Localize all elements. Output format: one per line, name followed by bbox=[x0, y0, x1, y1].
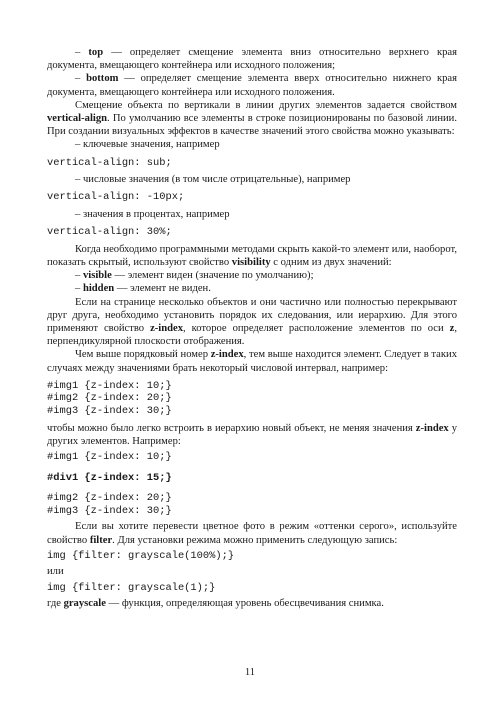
code-line: #img2 {z-index: 20;} bbox=[47, 492, 172, 505]
list-item-visible: – visible — элемент виден (значение по умолчанию); bbox=[75, 270, 314, 282]
term-vertical-align: vertical-align bbox=[47, 113, 108, 125]
paragraph-filter: Если вы хотите перевести цветное фото в режим «оттенки серого», используйте свойство filter. Для установки режима можно применить следующую запись: bbox=[47, 521, 457, 546]
page-number: 11 bbox=[244, 667, 256, 678]
code-line-img1: #img1 {z-index: 10;} bbox=[47, 451, 172, 464]
code-line: #img3 {z-index: 30;} bbox=[47, 504, 172, 517]
term-grayscale: grayscale bbox=[63, 598, 106, 610]
code-block-z-index bbox=[47, 380, 457, 418]
code-block-img2-img3 bbox=[47, 492, 457, 517]
list-item-hidden: – hidden — элемент не виден. bbox=[75, 283, 211, 295]
code-filter-number: img {filter: grayscale(1);} bbox=[47, 581, 216, 594]
paragraph-z-index: Если на странице несколько объектов и они частично или полностью перекрывают друг друга, необходимо установить порядок их следования, или иерархию. Для этого применяют свойство z-index, которое определяет расположение элементов по оси z, перпендикулярной плоскости отображения. bbox=[47, 296, 457, 348]
paragraph-vertical-align: Смещение объекта по вертикали в линии других элементов задается свойством vertical-align. По умолчанию все элементы в строке позиционированы по базовой линии. При создании визуальных эффектов в качестве значений этого свойства можно указывать: bbox=[47, 99, 457, 138]
list-item-keywords: – ключевые значения, например bbox=[75, 139, 220, 151]
code-filter-percent: img {filter: grayscale(100%);} bbox=[47, 549, 235, 562]
term-top: top bbox=[88, 47, 104, 58]
list-item-bottom: – bottom — определяет смещение элемента вверх относительно нижнего края документа, вмещающего контейнера или исходного положения. bbox=[47, 73, 457, 98]
code-line-div1: #div1 {z-index: 15;} bbox=[47, 471, 172, 484]
code-vertical-align-sub: vertical-align: sub; bbox=[47, 156, 172, 169]
term-z-index-3: z-index bbox=[415, 422, 449, 434]
code-line: #img3 {z-index: 30;} bbox=[47, 405, 172, 418]
term-bottom: bottom bbox=[86, 73, 119, 85]
code-vertical-align-px: vertical-align: -10px; bbox=[47, 191, 185, 204]
paragraph-z-index-insert: чтобы можно было легко встроить в иерархию новый объект, не меняя значения z-index у других элементов. Например: bbox=[47, 422, 458, 447]
list-item-top: – top — определяет смещение элемента вниз относительно верхнего края документа, вмещающего контейнера или исходного положения; bbox=[47, 47, 457, 72]
term-z-index-2: z-index bbox=[210, 349, 244, 361]
paragraph-visibility: Когда необходимо программными методами скрыть какой-то элемент или, наоборот, показать скрытый, используют свойство visibility с одним из двух значений: bbox=[47, 243, 457, 269]
term-z: z bbox=[449, 323, 455, 335]
list-item-numeric: – числовые значения (в том числе отрицательные), например bbox=[75, 174, 351, 186]
code-line: #img1 {z-index: 10;} bbox=[47, 379, 172, 392]
paragraph-grayscale: где grayscale — функция, определяющая уровень обесцвечивания снимка. bbox=[47, 598, 384, 610]
code-vertical-align-percent: vertical-align: 30%; bbox=[47, 226, 172, 239]
term-visibility: visibility bbox=[231, 257, 271, 269]
term-visible: visible bbox=[82, 270, 112, 282]
term-z-index: z-index bbox=[150, 323, 184, 335]
code-line: #img2 {z-index: 20;} bbox=[47, 392, 172, 405]
paragraph-z-index-order: Чем выше порядковый номер z-index, тем выше находится элемент. Следует в таких случаях между значениями брать некоторый числовой интервал, например: bbox=[47, 349, 457, 374]
or-text: или bbox=[47, 566, 64, 578]
term-hidden: hidden bbox=[82, 283, 115, 295]
term-filter: filter bbox=[89, 534, 113, 546]
list-item-percent: – значения в процентах, например bbox=[75, 209, 230, 221]
